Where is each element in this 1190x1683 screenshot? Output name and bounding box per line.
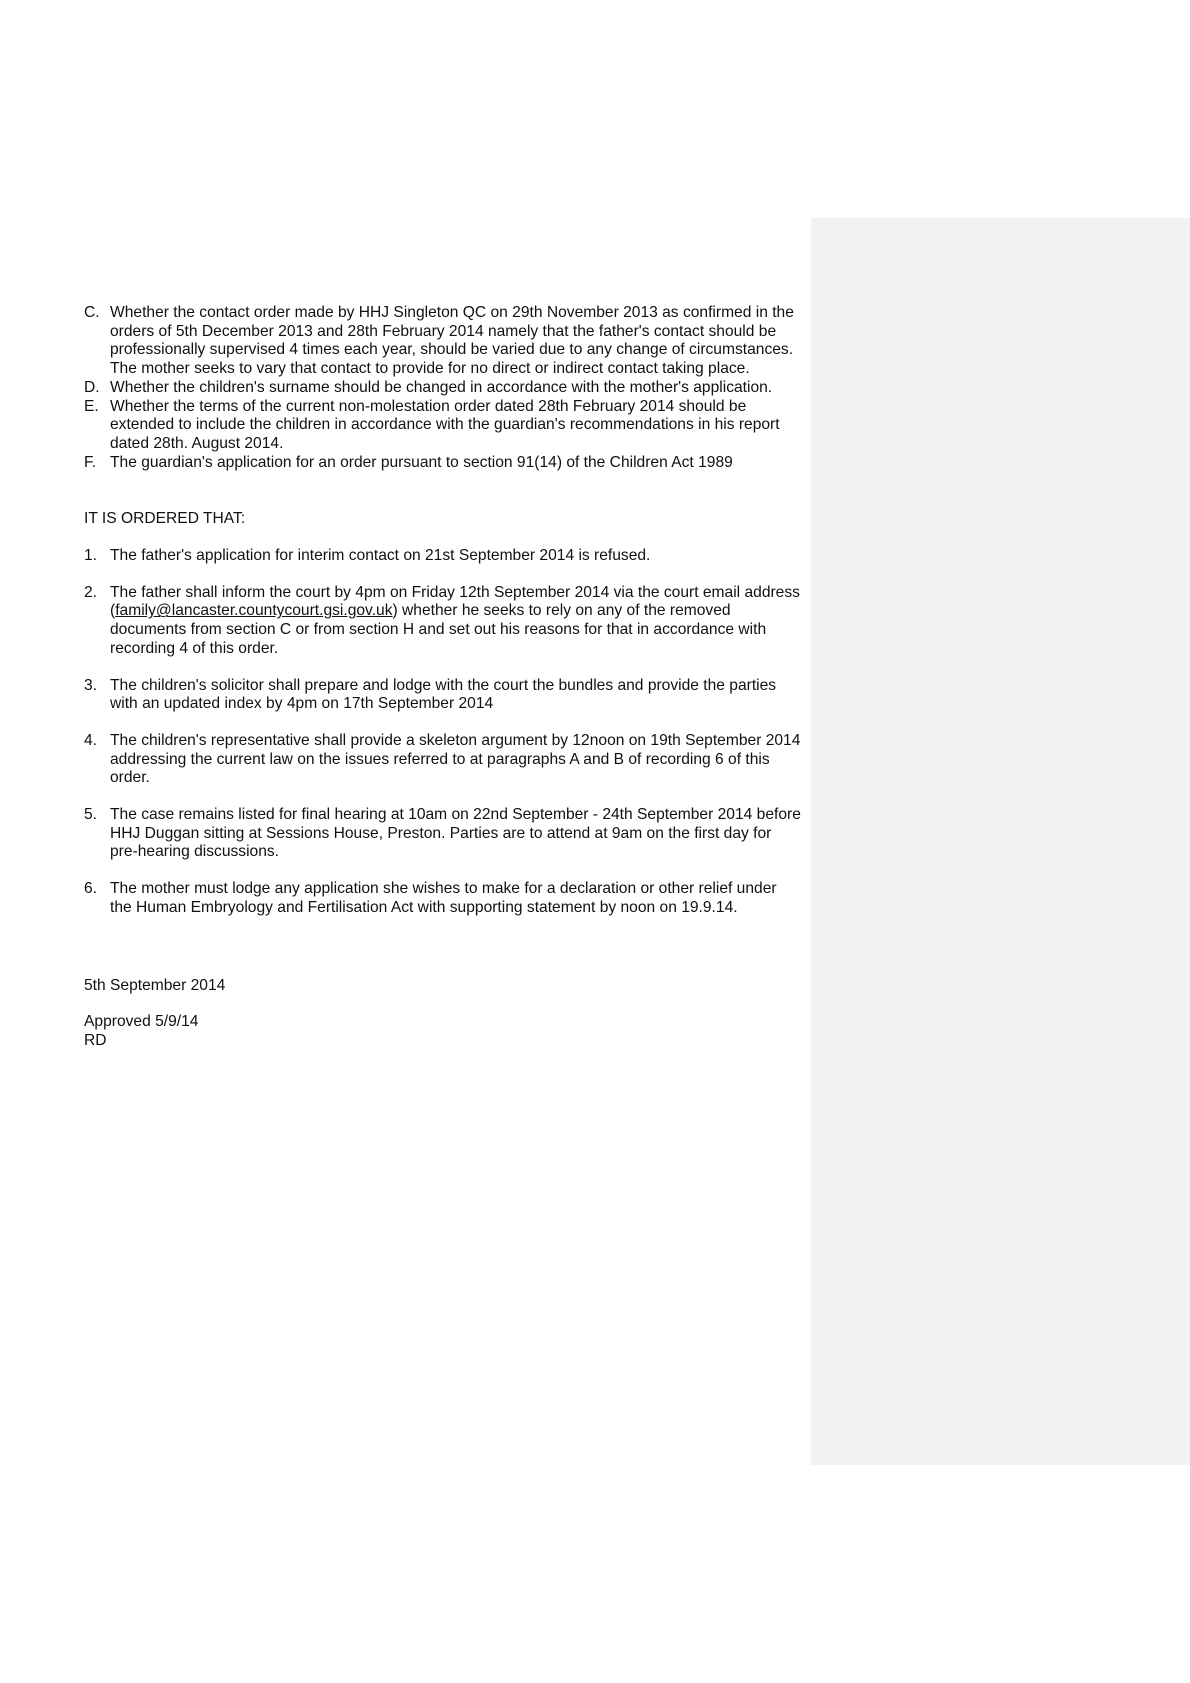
- recital-item: [84, 398, 802, 454]
- order-text: The children's solicitor shall prepare and lodge with the court the bundles and provide the parties with an updated index by 4pm on 17th September 2014: [110, 676, 777, 713]
- order-text: The children's representative shall provide a skeleton argument by 12noon on 19th September 2014 addressing the current law on the issues referred to at paragraphs A and B of recording 6 of this order.: [110, 731, 801, 787]
- order-number: 3.: [84, 676, 98, 694]
- order-item: [84, 880, 802, 917]
- order-number: 6.: [84, 880, 98, 898]
- order-number: 4.: [84, 731, 98, 749]
- orders-list: [84, 547, 802, 918]
- approver-initials: RD: [84, 1031, 107, 1049]
- recital-marker: D.: [84, 378, 100, 396]
- order-item: [84, 584, 802, 659]
- order-text: The father's application for interim contact on 21st September 2014 is refused.: [110, 547, 651, 565]
- recital-text: Whether the terms of the current non-molestation order dated 28th February 2014 should be extended to include the children in accordance with the guardian's recommendations in his report dated 28th. August 2014.: [110, 397, 780, 452]
- recital-item: [84, 454, 802, 473]
- document-body: [84, 304, 802, 1051]
- recital-text: The guardian's application for an order pursuant to section 91(14) of the Children Act 1989: [110, 453, 733, 471]
- order-item: [84, 547, 802, 566]
- order-text: The case remains listed for final hearing at 10am on 22nd September - 24th September 2014 before HHJ Duggan sitting at Sessions House, Preston. Parties are to attend at 9am on the first day for pre-hearing discussions.: [110, 806, 801, 861]
- order-number: 2.: [84, 583, 98, 601]
- recital-marker: F.: [84, 453, 97, 471]
- recital-text: Whether the contact order made by HHJ Singleton QC on 29th November 2013 as confirmed in the orders of 5th December 2013 and 28th February 2014 namely that the father's contact should be professionally supervised 4 times each year, should be varied due to any change of circumstances. The mother seeks to vary that contact to provide for no direct or indirect contact taking place.: [110, 304, 794, 378]
- ordered-heading: IT IS ORDERED THAT:: [84, 510, 246, 528]
- order-text: [110, 584, 802, 659]
- approval-line: Approved 5/9/14: [84, 1013, 199, 1031]
- order-text-before-email: The father shall inform the court by 4pm on Friday 12th September 2014 via the court email address (: [110, 583, 800, 620]
- order-text-after-email: ) whether he seeks to rely on any of the removed documents from section C or from section H and set out his reasons for that in accordance with recording 4 of this order.: [110, 602, 767, 657]
- comment-margin-pane: [811, 218, 1190, 1465]
- recital-item: [84, 304, 802, 379]
- order-item: [84, 806, 802, 862]
- recital-item: [84, 379, 802, 398]
- recitals-list: [84, 304, 802, 472]
- recital-marker: C.: [84, 304, 100, 321]
- order-text: The mother must lodge any application she wishes to make for a declaration or other relief under the Human Embryology and Fertilisation Act with supporting statement by noon on 19.9.14.: [110, 880, 777, 916]
- recital-text: Whether the children's surname should be changed in accordance with the mother's application.: [110, 378, 773, 396]
- order-number: 5.: [84, 806, 98, 824]
- order-item: [84, 677, 802, 714]
- order-item: [84, 732, 802, 788]
- order-date: 5th September 2014: [84, 976, 226, 994]
- recital-marker: E.: [84, 397, 99, 415]
- order-number: 1.: [84, 547, 98, 565]
- court-email-link[interactable]: family@lancaster.countycourt.gsi.gov.uk: [115, 602, 393, 620]
